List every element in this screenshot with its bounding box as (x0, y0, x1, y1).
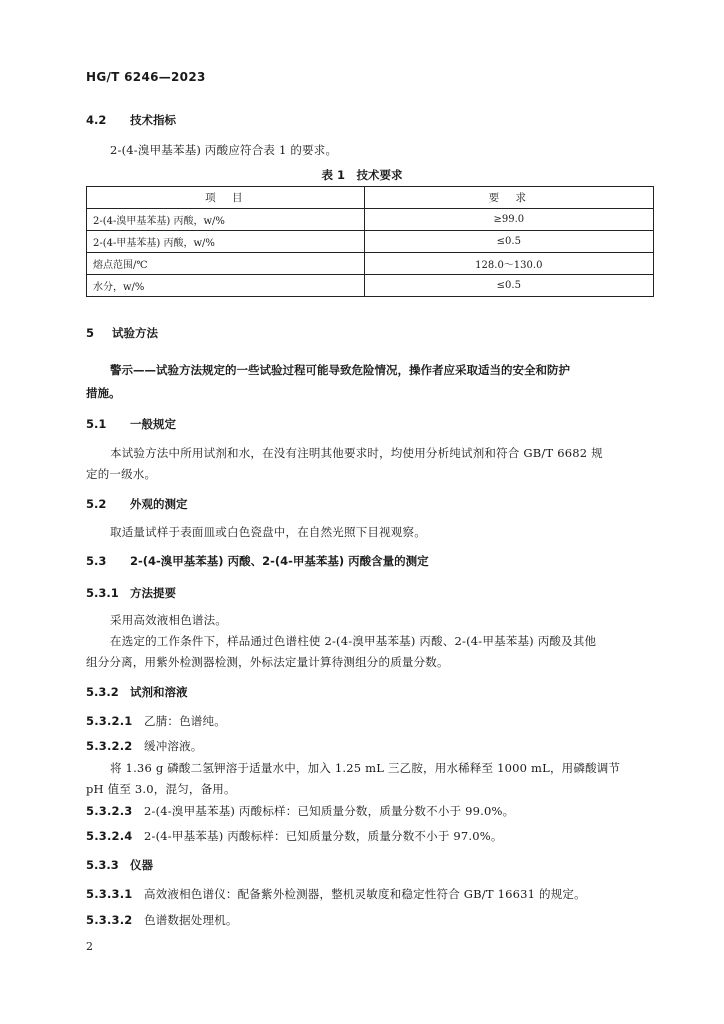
table-header-row (87, 187, 654, 209)
value-cell: ≤0.5 (364, 275, 653, 297)
section-title: 技术指标 (130, 113, 176, 127)
requirements-table (86, 186, 654, 297)
item-cell: 熔点范围/℃ (87, 253, 365, 275)
clause-number: 5.3.2.1 (86, 714, 133, 728)
section-5-2-heading (86, 496, 188, 512)
section-number: 5.3.3 (86, 858, 119, 872)
clause-text: 乙腈：色谱纯。 (144, 714, 226, 728)
table-row (87, 231, 654, 253)
section-title: 2-(4-溴甲基苯基) 丙酸、2-(4-甲基苯基) 丙酸含量的测定 (130, 554, 429, 568)
clause-5-3-3-1 (86, 886, 586, 902)
section-5-3-1-line-2: 在选定的工作条件下，样品通过色谱柱使 2-(4-溴甲基苯基) 丙酸、2-(4-甲基苯基) 丙酸及其他 (110, 634, 597, 648)
warning-line-1: 警示——试验方法规定的一些试验过程可能导致危险情况，操作者应采取适当的安全和防护 (110, 363, 570, 377)
table-row (87, 275, 654, 297)
clause-number: 5.3.2.2 (86, 739, 133, 753)
item-cell: 2-(4-溴甲基苯基) 丙酸，w/% (87, 209, 365, 231)
clause-5-3-2-2-line-2: pH 值至 3.0，混匀，备用。 (86, 782, 236, 796)
section-5-1-line-2: 定的一级水。 (86, 467, 157, 481)
section-4-2-heading (86, 112, 176, 128)
section-5-3-1-heading (86, 585, 176, 601)
clause-text: 缓冲溶液。 (144, 739, 203, 753)
section-5-1-heading (86, 416, 176, 432)
clause-5-3-2-2-line-1: 将 1.36 g 磷酸二氢钾溶于适量水中，加入 1.25 mL 三乙胺，用水稀释至 1000 mL，用磷酸调节 (110, 761, 621, 775)
clause-number: 5.3.3.2 (86, 913, 133, 927)
clause-5-3-2-2 (86, 738, 203, 754)
table-caption: 表 1 技术要求 (321, 168, 403, 182)
section-5-3-1-line-3: 组分分离，用紫外检测器检测，外标法定量计算待测组分的质量分数。 (86, 655, 449, 669)
value-cell: ≥99.0 (364, 209, 653, 231)
section-title: 试验方法 (112, 326, 158, 340)
page-number: 2 (86, 940, 93, 953)
section-number: 5.1 (86, 417, 107, 431)
clause-5-3-2-4 (86, 828, 503, 844)
value-cell: 128.0～130.0 (364, 253, 653, 275)
header-cell-requirement: 要 求 (364, 187, 653, 209)
clause-text: 2-(4-溴甲基苯基) 丙酸标样：已知质量分数，质量分数不小于 99.0%。 (144, 804, 515, 818)
section-5-3-2-heading (86, 684, 188, 700)
clause-text: 2-(4-甲基苯基) 丙酸标样：已知质量分数，质量分数不小于 97.0%。 (144, 829, 503, 843)
clause-5-3-3-2 (86, 912, 238, 928)
section-4-2-intro: 2-(4-溴甲基苯基) 丙酸应符合表 1 的要求。 (110, 143, 338, 157)
section-5-3-1-line-1: 采用高效液相色谱法。 (110, 613, 227, 627)
standard-number-header: HG/T 6246—2023 (86, 70, 206, 84)
clause-number: 5.3.3.1 (86, 887, 133, 901)
clause-text: 高效液相色谱仪：配备紫外检测器，整机灵敏度和稳定性符合 GB/T 16631 的规定。 (144, 887, 586, 901)
table-row (87, 209, 654, 231)
section-title: 一般规定 (130, 417, 176, 431)
section-number: 5.3.2 (86, 685, 119, 699)
warning-line-2: 措施。 (86, 386, 121, 400)
section-5-3-3-heading (86, 857, 153, 873)
section-title: 仪器 (130, 858, 153, 872)
clause-5-3-2-3 (86, 803, 514, 819)
section-5-1-line-1: 本试验方法中所用试剂和水，在没有注明其他要求时，均使用分析纯试剂和符合 GB/T 6682 规 (110, 446, 603, 460)
clause-number: 5.3.2.3 (86, 804, 133, 818)
section-number: 5.3.1 (86, 586, 119, 600)
table-row (87, 253, 654, 275)
section-5-2-line-1: 取适量试样于表面皿或白色瓷盘中，在自然光照下目视观察。 (110, 525, 426, 539)
section-number: 5 (86, 326, 95, 340)
section-number: 5.3 (86, 554, 107, 568)
section-title: 试剂和溶液 (130, 685, 188, 699)
item-cell: 2-(4-甲基苯基) 丙酸，w/% (87, 231, 365, 253)
section-number: 5.2 (86, 497, 107, 511)
section-title: 方法提要 (130, 586, 176, 600)
header-cell-item: 项 目 (87, 187, 365, 209)
clause-text: 色谱数据处理机。 (144, 913, 238, 927)
section-5-heading (86, 325, 158, 341)
clause-number: 5.3.2.4 (86, 829, 133, 843)
section-5-3-heading (86, 553, 429, 569)
section-number: 4.2 (86, 113, 107, 127)
clause-5-3-2-1 (86, 713, 226, 729)
section-title: 外观的测定 (130, 497, 188, 511)
item-cell: 水分，w/% (87, 275, 365, 297)
value-cell: ≤0.5 (364, 231, 653, 253)
